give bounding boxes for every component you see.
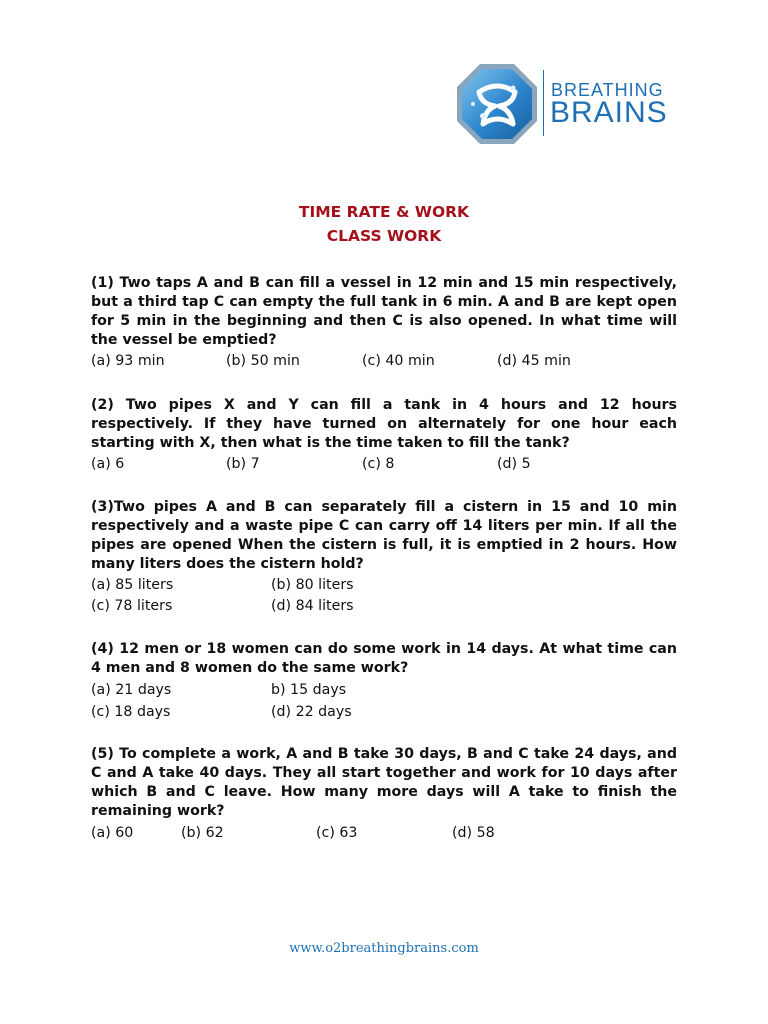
- option-b: b) 15 days: [271, 682, 347, 698]
- option-a: (a) 6: [91, 456, 125, 472]
- question-1: (1) Two taps A and B can fill a vessel in 12 min and 15 min respectively, but a third tap C can empty the full tank in 6 min. A and B are kept open for 5 min in the beginning and then C is also opened. In what time will the vessel be emptied?: [91, 275, 677, 348]
- logo-divider: [543, 70, 544, 136]
- question-2-options: [91, 454, 677, 474]
- option-a: (a) 85 liters: [91, 577, 174, 593]
- option-b: (b) 62: [181, 825, 224, 841]
- option-d: (d) 84 liters: [271, 598, 354, 614]
- option-c: (c) 18 days: [91, 704, 171, 720]
- option-d: (d) 45 min: [497, 353, 571, 369]
- option-c: (c) 78 liters: [91, 598, 173, 614]
- question-1-options: [91, 351, 677, 371]
- option-b: (b) 50 min: [226, 353, 300, 369]
- option-c: (c) 8: [362, 456, 395, 472]
- question-4-options-row1: [91, 680, 677, 700]
- option-a: (a) 93 min: [91, 353, 165, 369]
- question-3: (3)Two pipes A and B can separately fill a cistern in 15 and 10 min respectively and a waste pipe C can carry off 14 liters per min. If all the pipes are opened When the cistern is full, it is emptied in 2 hours. How many liters does the cistern hold?: [91, 499, 677, 572]
- question-2: (2) Two pipes X and Y can fill a tank in 4 hours and 12 hours respectively. If they have turned on alternately for one hour each starting with X, then what is the time taken to fill the tank?: [91, 397, 677, 451]
- option-c: (c) 40 min: [362, 353, 435, 369]
- brand-name-top: BREATHING: [551, 80, 664, 100]
- option-a: (a) 60: [91, 825, 134, 841]
- website-link[interactable]: www.o2breathingbrains.com: [289, 941, 479, 956]
- option-a: (a) 21 days: [91, 682, 172, 698]
- question-5: (5) To complete a work, A and B take 30 days, B and C take 24 days, and C and A take 40 days. They all start together and work for 10 days after which B and C leave. How many more days will A take to finish the remaining work?: [91, 746, 677, 819]
- question-3-options-row2: [91, 596, 677, 616]
- option-b: (b) 80 liters: [271, 577, 354, 593]
- question-4-options-row2: [91, 702, 677, 722]
- question-5-options: [91, 823, 677, 843]
- option-d: (d) 5: [497, 456, 531, 472]
- brand-name-bottom: BRAINS: [550, 96, 668, 129]
- option-c: (c) 63: [316, 825, 358, 841]
- brain-octagon-logo-icon: [455, 62, 539, 146]
- option-b: (b) 7: [226, 456, 260, 472]
- option-d: (d) 58: [452, 825, 495, 841]
- page-subtitle: CLASS WORK: [326, 227, 442, 245]
- option-d: (d) 22 days: [271, 704, 352, 720]
- question-3-options-row1: [91, 575, 677, 595]
- question-4: (4) 12 men or 18 women can do some work in 14 days. At what time can 4 men and 8 women do the same work?: [91, 641, 677, 676]
- page-title: TIME RATE & WORK: [298, 203, 470, 221]
